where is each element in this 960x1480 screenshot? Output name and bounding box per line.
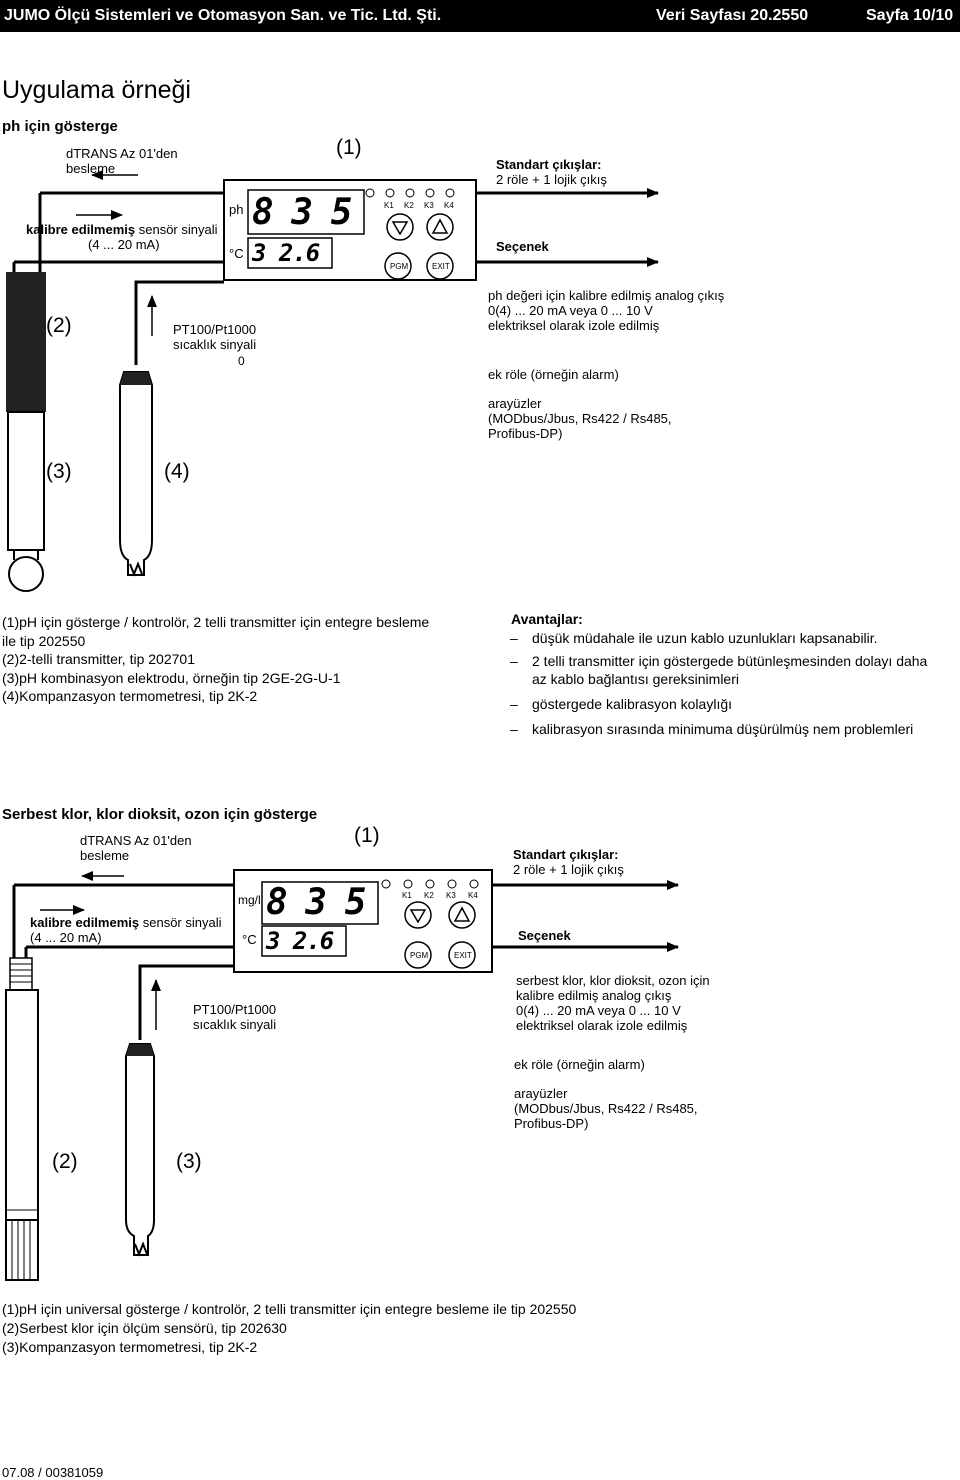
up-button[interactable] <box>427 214 453 240</box>
electrode-bulb <box>9 557 43 591</box>
temp-small: 0 <box>238 354 245 368</box>
temp-line2: sıcaklık sinyali <box>173 337 257 352</box>
pgm-label2: PGM <box>410 951 429 960</box>
legend-item: (1)pH için gösterge / kontrolör, 2 telli transmitter için entegre besleme <box>2 614 430 630</box>
std-outputs-text: 2 röle + 1 lojik çıkış <box>496 172 607 187</box>
legend-item: ile tip 202550 <box>2 632 86 649</box>
advantages-title: Avantajlar: <box>511 611 583 627</box>
label2-3: (3) <box>176 1150 202 1173</box>
thermometer2 <box>126 1044 154 1255</box>
advantage-item-cont: az kablo bağlantısı gereksinimleri <box>532 671 739 687</box>
supply2-line2: besleme <box>80 848 130 863</box>
sensor-signal-label2 <box>30 915 222 930</box>
label2-1: (1) <box>354 824 380 847</box>
interfaces2 <box>514 1086 698 1131</box>
display-main-value2: 8 3 5 <box>266 882 365 923</box>
iface2-line2: (MODbus/Jbus, Rs422 / Rs485, <box>514 1101 698 1116</box>
footer-docnumber: 07.08 / 00381059 <box>2 1465 104 1480</box>
thermometer <box>120 372 152 575</box>
sensor-signal-label <box>26 222 218 237</box>
header-company: JUMO Ölçü Sistemleri ve Otomasyon San. ve Tic. Ltd. Şti. <box>4 7 442 24</box>
legend-chlorine <box>2 1300 576 1357</box>
std-outputs2 <box>513 847 624 877</box>
iface2-line3: Profibus-DP) <box>514 1116 589 1131</box>
std-outputs <box>496 157 607 187</box>
relay-label: ek röle (örneğin alarm) <box>488 367 619 382</box>
k1-label: K1 <box>384 201 394 210</box>
advantage-item: – kalibrasyon sırasında minimuma düşürülmüş nem problemleri <box>532 721 913 738</box>
display-temp-value: 3 2.6 <box>252 239 320 267</box>
supply-label2 <box>80 833 192 863</box>
diagram-chlorine <box>0 800 960 1300</box>
k3-label2: K3 <box>446 891 456 900</box>
temp2-line1: PT100/Pt1000 <box>193 1002 277 1017</box>
down-button[interactable] <box>387 214 413 240</box>
legend-item: (4)Kompanzasyon termometresi, tip 2K-2 <box>2 688 258 704</box>
analog-line1: ph değeri için kalibre edilmiş analog çıkış <box>488 288 725 303</box>
temp-signal-label <box>173 322 256 352</box>
legend-item: (3)Kompanzasyon termometresi, tip 2K-2 <box>2 1339 258 1355</box>
legend-item: (1)pH için universal gösterge / kontrolör, 2 telli transmitter için entegre besleme ile tip 202550 <box>2 1301 577 1317</box>
sensor-range: (4 ... 20 mA) <box>88 237 160 252</box>
legend-ph <box>2 613 429 706</box>
analog2-line2: kalibre edilmiş analog çıkış <box>516 988 672 1003</box>
analog-output <box>488 288 724 333</box>
chlorine-sensor-body <box>6 990 38 1220</box>
k3-label: K3 <box>424 201 434 210</box>
sensor2-rest: sensör sinyali <box>139 915 222 930</box>
analog2-line4: elektriksel olarak izole edilmiş <box>516 1018 688 1033</box>
k2-label: K2 <box>404 201 414 210</box>
section2-heading: Serbest klor, klor dioksit, ozon için gösterge <box>2 806 318 823</box>
electrode-body <box>8 412 44 550</box>
supply-line1: dTRANS Az 01'den <box>66 146 178 161</box>
label-1: (1) <box>336 136 362 159</box>
advantage-item: – düşük müdahale ile uzun kablo uzunlukları kapsanabilir. <box>532 630 878 647</box>
transmitter-body <box>6 272 46 412</box>
unit-celsius2: °C <box>242 932 257 947</box>
analog2-line3: 0(4) ... 20 mA veya 0 ... 10 V <box>516 1003 681 1018</box>
sensor-rest: sensör sinyali <box>135 222 218 237</box>
sensor2-bold: kalibre edilmemiş <box>30 915 140 930</box>
label-2: (2) <box>46 314 72 337</box>
header-datasheet: Veri Sayfası 20.2550 <box>656 7 809 24</box>
std-outputs2-text: 2 röle + 1 lojik çıkış <box>513 862 624 877</box>
analog-line2: 0(4) ... 20 mA veya 0 ... 10 V <box>488 303 653 318</box>
unit-celsius: °C <box>229 246 244 261</box>
sensor-range2: (4 ... 20 mA) <box>30 930 102 945</box>
analog-output2 <box>516 973 710 1033</box>
display-temp-value2: 3 2.6 <box>266 927 334 955</box>
section1-heading: ph için gösterge <box>2 118 118 135</box>
std-outputs-title: Standart çıkışlar: <box>496 157 602 172</box>
pgm-label: PGM <box>390 262 409 271</box>
iface-line1: arayüzler <box>488 396 542 411</box>
iface-line2: (MODbus/Jbus, Rs422 / Rs485, <box>488 411 672 426</box>
analog-line3: elektriksel olarak izole edilmiş <box>488 318 660 333</box>
display-main-value: 8 3 5 <box>252 192 351 233</box>
supply-line2: besleme <box>66 161 116 176</box>
temp2-line2: sıcaklık sinyali <box>193 1017 277 1032</box>
unit-ph: ph <box>229 202 244 217</box>
option-label: Seçenek <box>496 239 549 254</box>
temp-line1: PT100/Pt1000 <box>173 322 257 337</box>
header-page: Sayfa 10/10 <box>866 7 954 24</box>
sensor-connector <box>10 958 32 990</box>
std-outputs2-title: Standart çıkışlar: <box>513 847 619 862</box>
k4-label2: K4 <box>468 891 478 900</box>
iface2-line1: arayüzler <box>514 1086 568 1101</box>
label2-2: (2) <box>52 1150 78 1173</box>
page-title: Uygulama örneği <box>2 76 191 104</box>
unit-mgl: mg/l <box>238 893 261 907</box>
supply-label <box>66 146 178 176</box>
exit-label: EXIT <box>432 262 450 271</box>
legend-item: (3)pH kombinasyon elektrodu, örneğin tip 2GE-2G-U-1 <box>2 669 341 686</box>
option-label2: Seçenek <box>518 928 571 943</box>
legend-item: (2)Serbest klor için ölçüm sensörü, tip 202630 <box>2 1320 287 1336</box>
label-4: (4) <box>164 460 190 483</box>
legend-item: (2)2-telli transmitter, tip 202701 <box>2 651 195 667</box>
analog2-line1: serbest klor, klor dioksit, ozon için <box>516 973 710 988</box>
label-3: (3) <box>46 460 72 483</box>
supply2-line1: dTRANS Az 01'den <box>80 833 192 848</box>
advantage-item: – göstergede kalibrasyon kolaylığı <box>532 696 732 713</box>
k4-label: K4 <box>444 201 454 210</box>
advantage-item: – 2 telli transmitter için göstergede bütünleşmesinden dolayı daha <box>532 653 927 670</box>
iface-line3: Profibus-DP) <box>488 426 563 441</box>
temp-signal-label2 <box>193 1002 276 1032</box>
up-button2[interactable] <box>449 902 475 928</box>
k1-label2: K1 <box>402 891 412 900</box>
k2-label2: K2 <box>424 891 434 900</box>
relay-label2: ek röle (örneğin alarm) <box>514 1057 645 1072</box>
down-button2[interactable] <box>405 902 431 928</box>
exit-label2: EXIT <box>454 951 472 960</box>
sensor-bold: kalibre edilmemiş <box>26 222 136 237</box>
interfaces <box>488 396 672 441</box>
